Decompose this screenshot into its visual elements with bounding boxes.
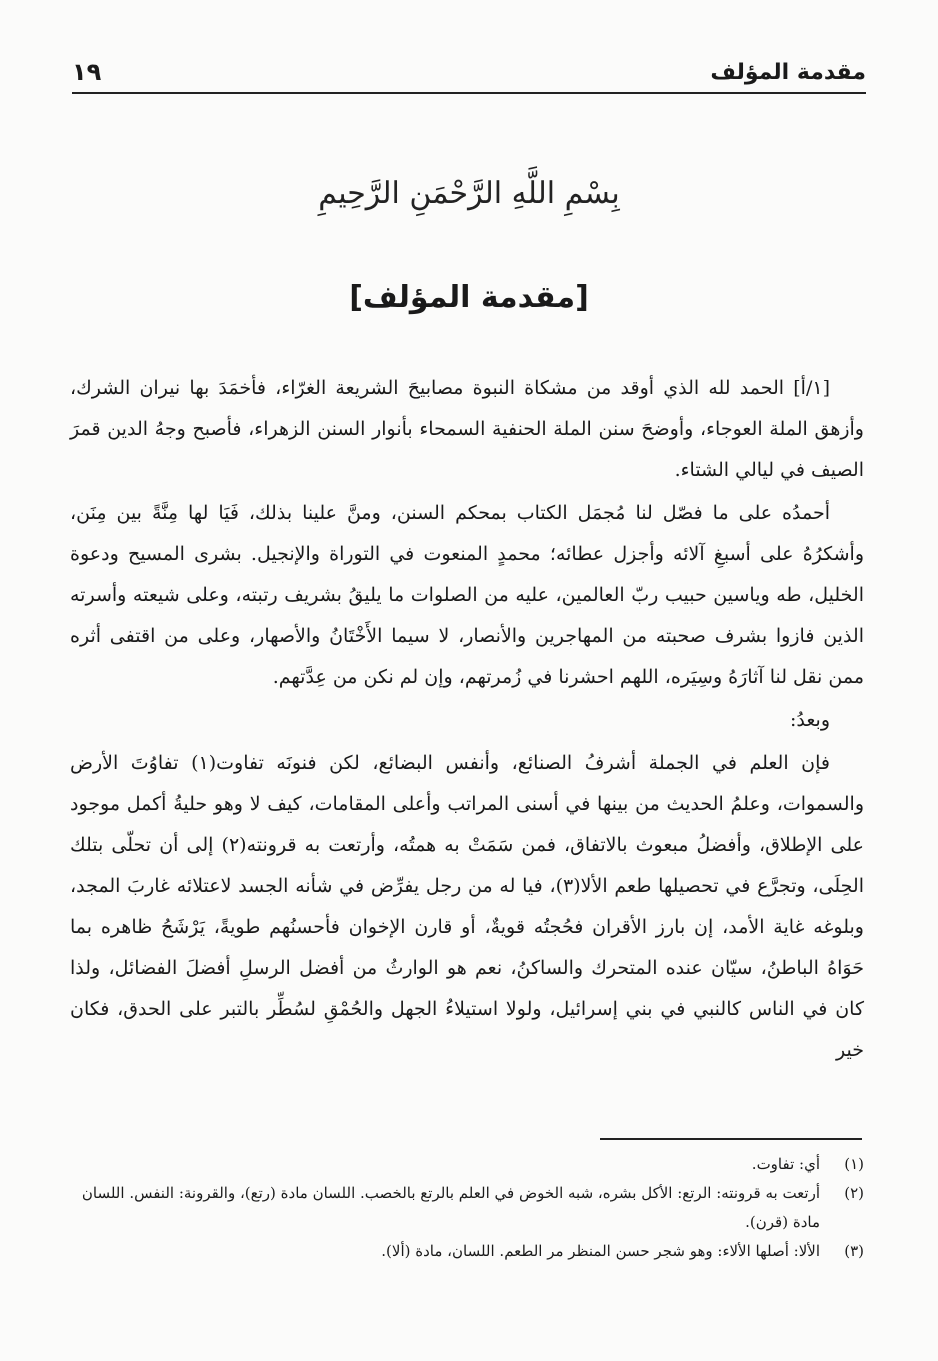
paragraph: فإن العلم في الجملة أشرفُ الصنائع، وأنفس البضائع، لكن فنونَه تفاوت(١) تفاوُتَ الأرض والسموات، وعلمُ الحديث من بينها في أسنى المراتب وأعلى المقامات، كيف لا وهو حليةُ أكمل موجود على الإطلاق، وأفضلُ مبعوث بالاتفاق، فمن سَمَتْ به همتُه، وأرتعت به قرونته(٢) إلى أن تحلّى بتلك الحِلَى، وتجرَّع في تحصيلها طعم الألا(٣)، فيا له من رجل يفرِّض في شأنه الجسد لاعتلائه غاربَ المجد، وبلوغه غاية الأمد، إن بارز الأقران فحُجتُه قويةٌ، أو قارن الإخوان فأحسنُهم طويةً، يَرْشَحُ ظاهره بما حَوَاهُ الباطنُ، سيّان عنده المتحرك والساكنُ، نعم هو الوارثُ من أفضل الرسلِ أفضلَ الفضائل، ولذا كان في الناس كالنبي في بني إسرائيل، ولولا استيلاءُ الجهل والحُمْقِ لسُطِّر بالتبر على الحدق، فكان خير: [70, 752, 865, 1061]
footnote: [70, 1179, 864, 1237]
footnote: [70, 1150, 864, 1179]
paragraph: [١/أ] الحمد لله الذي أوقد من مشكاة النبوة مصابيحَ الشريعة الغرّاء، فأخمَدَ بها نيران الشرك، وأزهق الملة العوجاء، وأوضحَ سنن الملة الحنفية السمحاء بأنوار السنن الزهراء، فأصبح وجهُ الدين قمرَ الصيف في ليالي الشتاء.: [70, 377, 864, 481]
paragraph: أحمدُه على ما فصّل لنا مُجمَل الكتاب بمحكم السنن، ومنَّ علينا بذلك، فَيَا لها مِنَّةً بين مِنَن، وأشكرُهُ على أسبغِ آلائه وأجزل عطائه؛ محمدٍ المنعوت في التوراة والإنجيل. بشرى المسيح ودعوة الخليل، طه وياسين حبيب ربّ العالمين، عليه من الصلوات ما يليقُ بشريف رتبته، وعلى شيعته وأسرته الذين فازوا بشرف صحبته من المهاجرين والأنصار، لا سيما الأَخْتَانُ والأصهار، وعلى من اقتفى أثره ممن نقل لنا آثارَهُ وسِيَره، اللهم احشرنا في زُمرتهم، وإن لم نكن من عِدَّتهم.: [70, 502, 864, 688]
footnote-rule: [600, 1138, 862, 1140]
footnote-number: (٢): [844, 1184, 864, 1202]
paragraph: وبعدُ:: [789, 709, 830, 731]
body-text: [70, 368, 864, 1073]
footnote-number: (١): [844, 1155, 864, 1173]
footnote-text: الألا: أصلها الألاء: وهو شجر حسن المنظر مر الطعم. اللسان، مادة (ألا).: [381, 1242, 820, 1260]
footnotes: [70, 1150, 864, 1266]
footnote-text: أرتعت به قرونته: الرتع: الأكل بشره، شبه الخوض في العلم بالرتع بالخصب. اللسان مادة (رتع)، والقرونة: النفس. اللسان مادة (قرن).: [81, 1184, 820, 1231]
basmala: بِسْمِ اللَّهِ الرَّحْمَنِ الرَّحِيمِ: [318, 176, 620, 211]
header-rule: [72, 92, 866, 94]
section-title: [مقدمة المؤلف]: [349, 280, 589, 315]
footnote-number: (٣): [844, 1242, 864, 1260]
footnote-text: أي: تفاوت.: [751, 1155, 820, 1173]
running-header: [72, 52, 866, 92]
footnote: [70, 1237, 864, 1266]
page-number: ١٩: [72, 58, 102, 86]
running-title: مقدمة المؤلف: [710, 59, 866, 85]
